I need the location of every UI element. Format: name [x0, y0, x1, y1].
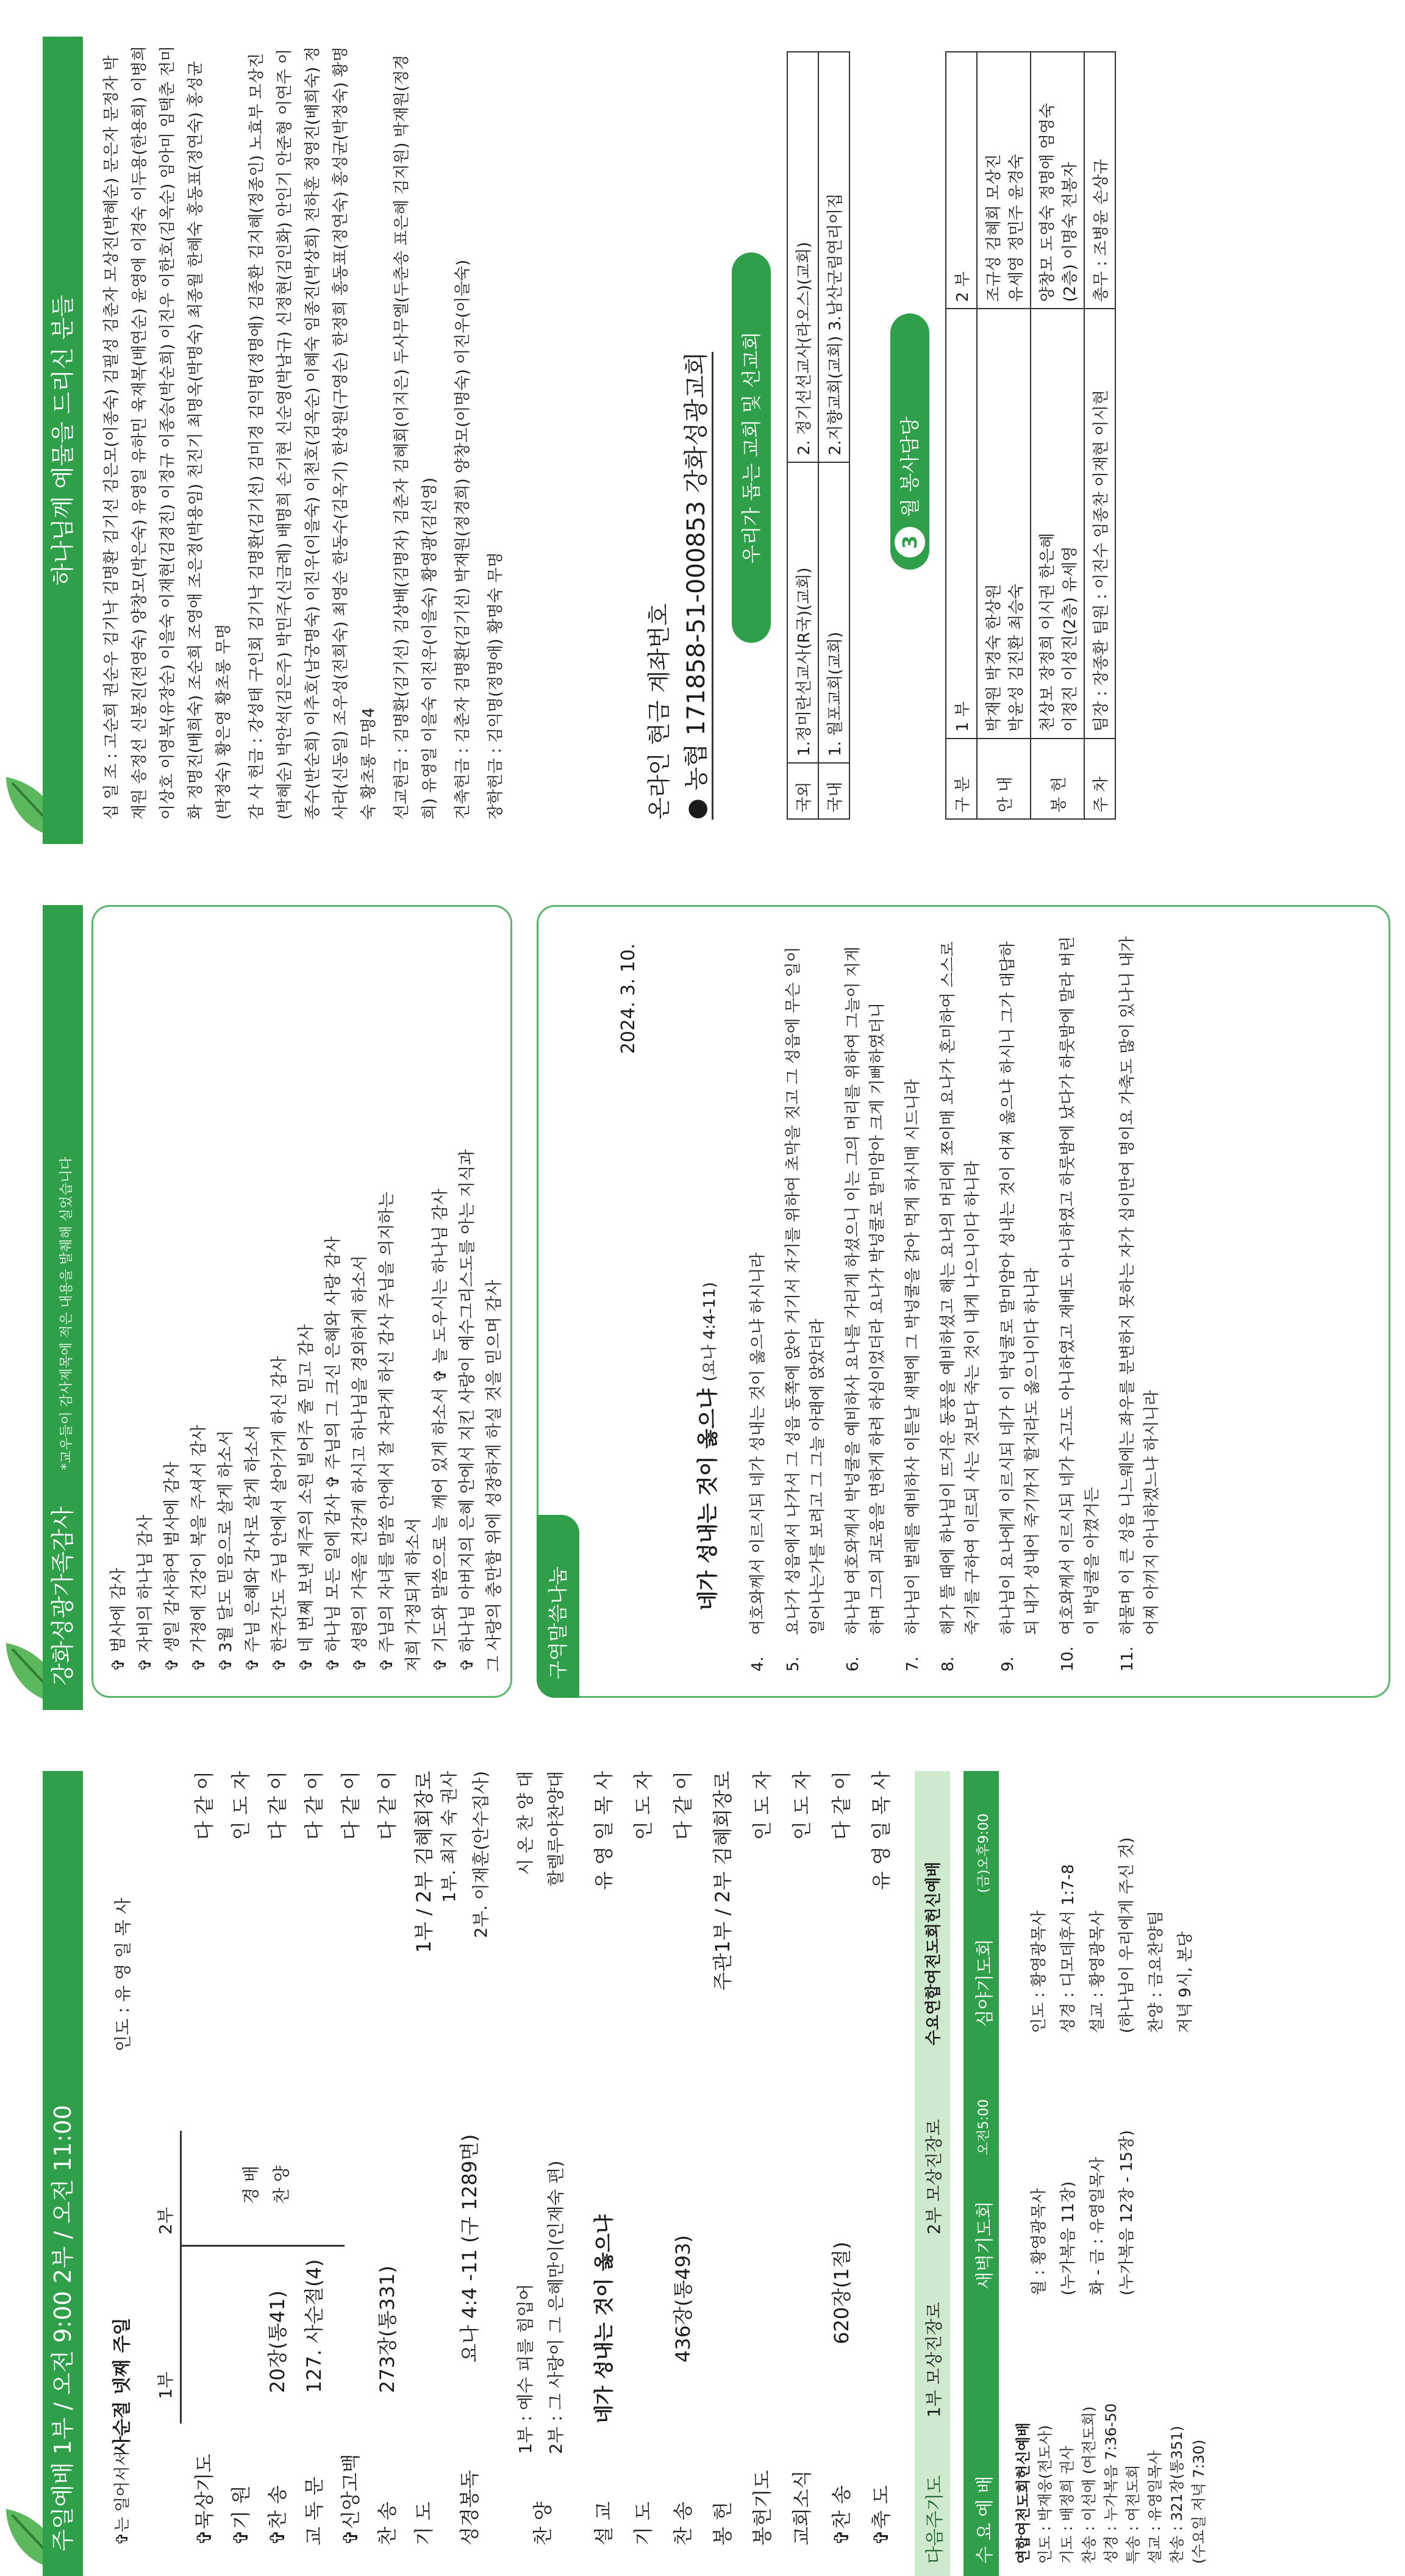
thanks-panel [0, 868, 1405, 1710]
scholarship-offering: 장학헌금 : 김익명(정명애) 황명숙 무명 [487, 552, 505, 820]
week-title: 사순절 넷째 주일 [112, 2317, 133, 2454]
choir-label-2: 찬 양 [271, 2166, 291, 2204]
news-row: 교회소식 인 도 자 [790, 1771, 813, 2546]
mission-table [787, 51, 850, 820]
col-2: 2부 [156, 2207, 176, 2234]
verse: 10. 여호와께서 이르시되 네가 수고도 아니하였고 재배도 아니하였고 하룻밤에 났다가 하룻밤에 말라 버린 이 박넝쿨을 아꼈거든 [1059, 936, 1101, 1672]
duty-table [945, 51, 1116, 820]
table-row: 안 내 박재원 박경숙 한상원 박윤성 김진환 최승숙 조규성 김혜회 모상진 유세영 정민주 윤경숙 [977, 52, 1031, 819]
verse: 6. 하나님 여호와께서 박넝쿨을 예비하사 요나를 가리게 하셨으니 이는 그의 머리를 위하여 그늘이 지게 하며 그의 괴로움을 면하게 하려 하심이었더라 요나가 박넝쿨로 말미암아 크게 기뻐하였더니 [844, 946, 887, 1672]
next-week-bar: 다음주기도 1부 모상진장로 2부 모상진장로 수요연합여전도회헌신예배 [915, 1771, 950, 2576]
choir-label-1: 경 배 [241, 2166, 261, 2204]
order-row: ✞기 원 인 도 자 [229, 1771, 252, 2546]
offerings-list [98, 43, 515, 820]
verse: 11. 하물며 이 큰 성읍 니느웨에는 좌우를 분변하지 못하는 자가 십이만여 명이요 가축도 많이 있나니 내가 어찌 아끼지 아니하겠느냐 하시니라 [1118, 936, 1161, 1672]
word-date: 2024. 3. 10. [618, 943, 639, 1054]
services-bar: 수 요 예 배 새벽기도회 오전5:00 심야기도회 (금)오후9:00 [963, 1771, 999, 2576]
mission-title: 우리가 돕는 교회 및 선교회 [732, 252, 771, 643]
col-1: 1부 [156, 2372, 176, 2399]
hymn3-row: ✞찬 송 620장(1절) 다 같 이 [830, 1771, 853, 2546]
verse: 9. 하나님이 요나에게 이르시되 네가 이 박넝쿨로 말미암아 성내는 것이 어찌 옳으냐 하시니 그가 대답하되 내가 성내어 죽기까지 할지라도 옳으니이다 하니라 [999, 941, 1042, 1672]
night-service: 인도 : 황영광목사 성경 : 디모데후서 1:7-8 설교 : 황영광목사 (하나님이 우리에게 주신 것) 찬양 : 금요찬양팀 저녁 9시, 본당 [1030, 1837, 1195, 2033]
worship-header: 주일예배 1부 / 오전 9:00 2부 / 오전 11:00 [43, 1771, 83, 2576]
mission-offering: 선교헌금 : 김명환(김기선) 김상배(김명자) 김춘자 김혜회(이지은) 두사무엘(두춘송 표은혜 김지원) 박재원(정경희) 유영일 이을숙 이진우(이을숙) 황영광(김선영) [393, 54, 439, 820]
duty-title: 3월 봉사담당 [890, 313, 929, 570]
prayer-row: 기 도 인 도 자 [632, 1771, 655, 2546]
reading-row: 성경봉독 요나 4:4 -11 (구 1289면) 1부. 최지 숙 권사 2부. 이재훈(안수집사) [439, 1771, 491, 2546]
hymn2-row: 찬 송 436장(통493) 다 같 이 [671, 1771, 695, 2546]
offerings-header: 하나님께 예물을 드리신 분들 [43, 37, 83, 844]
building-offering: 건축헌금 : 김춘자 김명환(김기선) 박재원(정경희) 양창모(이명숙) 이진우(이을숙) [454, 259, 472, 820]
offerings-panel [0, 0, 1405, 844]
order-row: 기 도 1부 / 2부 김혜회장로 [412, 1771, 435, 2546]
order-rule [180, 2131, 182, 2424]
order-row: ✞신앙고백 다 같 이 [339, 1771, 362, 2546]
wed-service: 연합여전도회헌신예배 인도 : 박재웅(전도사) 기도 : 배정희 권사 찬송 : 이선애 (여전도회) 성경 : 누가복음 7:36-50 특송 : 여전도회 설교 : 유영일목사 찬송 : 321장(통351) (수요일 저녁 7:30) [1015, 2403, 1207, 2564]
table-row: 구 분 1 부 2 부 [946, 52, 977, 819]
month-badge: 3 [895, 527, 925, 557]
table-row: 국외 1.정미란선교사(R국)(교회) 2. 정기선선교사(라오스)(교회) [787, 52, 818, 819]
verses [746, 931, 1175, 1672]
offering-prayer-row: 봉헌기도 인 도 자 [751, 1771, 774, 2546]
thanks-list: ✞ 범사에 감사 ✞ 자비의 하나님 감사 ✞ 생일 감사하여 범사에 감사 ✞ 가정에 건강이 복을 주셔서 감사 ✞ 3월 달도 믿음으로 살게 하소서 ✞ 주님 은혜와 감사로 살게 하소서 ✞ 한주간도 주님 안에서 살아가게 하신 감사 ✞ 네 번째 보낸 계주의 소원 빌어주 줄 믿고 감사 ✞ 하나님 모든 일에 감사 ✞ 주님의 그 크신 은혜와 사랑 감사 ✞ 성령의 가족을 건강케 하시고 하나님을 경외하게 하소서 ✞ 주님의 자녀를 말씀 안에서 잘 자라게 하신 감사 주님을 의지하는 저희 가정되게 하소서 ✞ 기도와 말씀으로 늘 깨어 있게 하소서 ✞ 늘 도우시는 하나님 감사 ✞ 하나님 아버지의 은혜 안에서 지킨 사랑이 예수그리스도를 아는 지식과 그 사랑의 충만함 위에 성장하게 하실 것을 믿으며 감사 [109, 1149, 504, 1672]
word-box [537, 905, 1390, 1698]
thanks-header: 강화성광가족감사*교우들이 감사제목에 적은 내용을 발췌해 실었습니다 [43, 905, 83, 1710]
stand-note: ✞는 일어서서 [113, 2450, 132, 2546]
verse: 8. 해가 뜰 때에 하나님이 뜨거운 동풍을 예비하셨고 해는 요나의 머리에 쪼이매 요나가 혼미하여 스스로 죽기를 구하여 이르되 사는 것보다 죽는 것이 내게 나으니이다 하니라 [939, 941, 982, 1672]
verse: 7. 하나님이 벌레를 예비하사 이튿날 새벽에 그 박넝쿨을 갉아 먹게 하시매 시드니라 [904, 1079, 922, 1672]
verse: 5. 요나가 성읍에서 나가서 그 성읍 동쪽에 앉아 거기서 자기를 위하여 초막을 짓고 그 성읍에 무슨 일이 일어나는가를 보려고 그 그늘 아래에 앉았더라 [784, 946, 827, 1672]
word-title: 구역말씀나눔 [537, 1515, 579, 1698]
dawn-service: 월 : 황영광목사 (누가복음 11장) 화 - 금 : 유영일목사 (누가복음 12장 - 15장) [1030, 2130, 1136, 2295]
table-row: 주 차 팀장 : 장종환 팀원 : 이진수 임종찬 이재현 이시현 총무 : 조병윤 손상규 [1084, 52, 1115, 819]
account-number: ● 농협 171858-51-000853 강화성광교회 [677, 352, 713, 820]
word-question: 네가 성내는 것이 옳으냐 (요나 4:4-11) [696, 1282, 720, 1611]
account-title: 온라인 현금 계좌번호 [646, 603, 673, 820]
table-row: 국내 1. 월포교회(교회) 2.지향교회(교회) 3.남산군림연리이집 [818, 52, 849, 819]
tithe: 십 일 조 : 고순희 권순우 김기낙 김명환 김기선 김은모(이종숙) 김필성 김춘자 모상진(박혜순) 문은자 문정자 박재원 송정선 신봉진(전영숙) 양창모(박은숙) 유영일 유하민 육재복(배연순) 윤영애 이경숙 이두용(한용희) 이병희 이상호 이영복(유장순) 이을숙 이재현(김경진) 이정규 이종승(박순희) 이진우 이한호(김옥순) 임아미 임택춘 전미화 정명진(배희숙) 조순희 조영애 조은정(박용임) 천진기 최명옥(박명숙) 최종월 한혜숙 홍동표(정연숙) 홍성균(박정숙) 황은영 황초롱 무명 [102, 46, 233, 820]
blessing-row: ✞축 도 유 영 일 목 사 [870, 1771, 893, 2546]
order-row: ✞묵상기도 다 같 이 [193, 1771, 216, 2546]
order-row: 교 독 문 127. 사순절(4) 다 같 이 [302, 1771, 326, 2546]
thanks-offering: 감 사 헌금 : 강성태 구인회 김기낙 김명환(김기선) 김미경 김익명(정명애) 김종환 김지혜(정종인) 노효부 모상진(박혜순) 박안석(김은주) 박민주(신금례) 배명희 손기현 신순영(박남규) 신정현(김인화) 안인기 안준형 이연주 이종수(반순희) 이추호(남궁명숙) 이진우(이을숙) 이천호(김옥순) 이혜숙 임종진(박상희) 전하훈 정영진(배희숙) 정사라(신동일) 조우성(전희숙) 최영순 한동수(김옥기) 한상원(구영순) 한정희 홍동표(정연숙) 홍성균(박정숙) 황명숙 황초롱 무명4 [248, 46, 378, 820]
verse: 4. 여호와께서 이르시되 네가 성내는 것이 옳으냐 하시니라 [749, 1252, 767, 1672]
table-row: 봉 헌 천상보 장정희 이시권 한은혜 이정진 이성진(2층) 유세영 양창모 도영숙 정명애 엄영숙 (2층) 이명숙 전봉자 [1031, 52, 1084, 819]
leader: 인도 : 유 영 일 목 사 [113, 1897, 133, 2052]
thanks-box [91, 905, 512, 1698]
sermon-row: 설 교 네가 성내는 것이 옳으냐 유 영 일 목 사 [592, 1771, 615, 2546]
worship-order-panel [0, 1734, 1405, 2576]
order-row: 찬 송 273장(통331) 다 같 이 [376, 1771, 399, 2546]
offering-row: 봉 헌 주관1부 / 2부 김혜회장로 [711, 1771, 734, 2546]
order-row: ✞찬 송 20장(통41) 다 같 이 [266, 1771, 289, 2546]
anthem-row: 찬 양 1부 : 예수 피를 힘입어 2부 : 그 사랑이 그 은혜만이(인재숙 편) 시 온 찬 양 대 할렐루야찬양대 [515, 1771, 566, 2546]
